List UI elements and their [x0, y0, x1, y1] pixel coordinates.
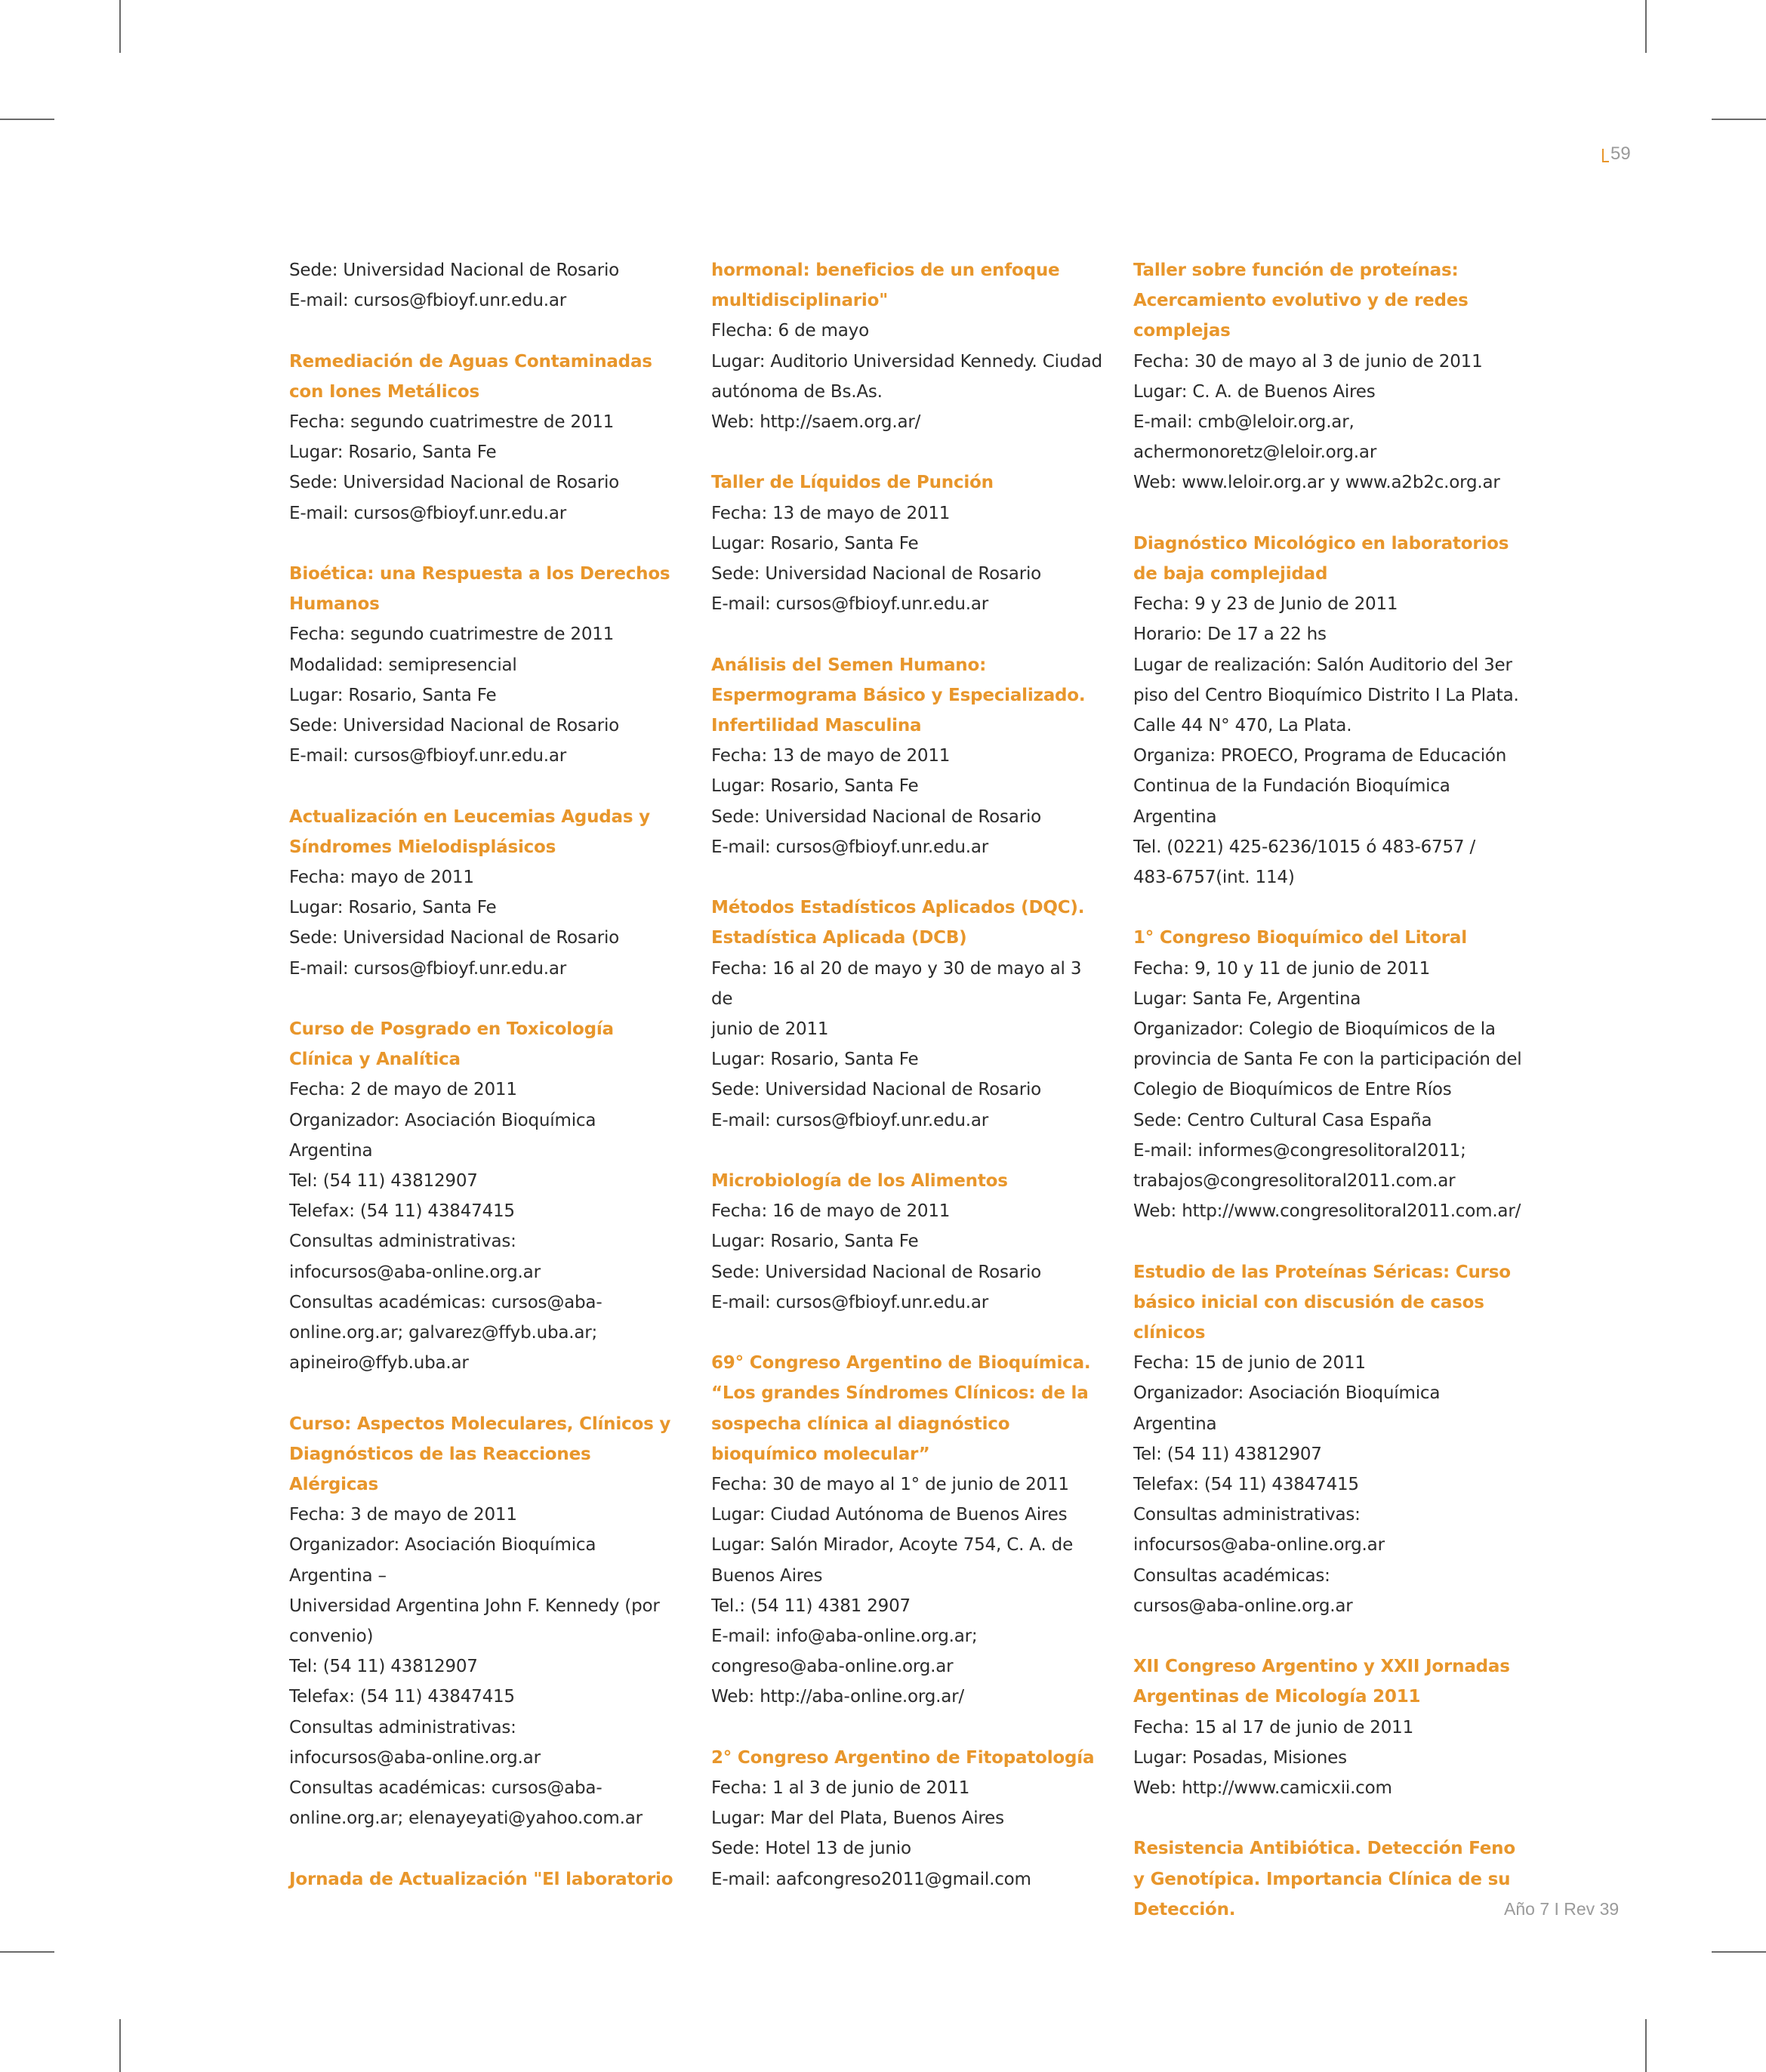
crop-mark-top-left: [0, 119, 54, 120]
event-title: hormonal: beneficios de un enfoque multidisciplinario": [711, 261, 1060, 311]
crop-mark-bottom-right: [1712, 1951, 1766, 1953]
event-detail: congreso@aba-online.org.ar: [711, 1657, 954, 1677]
event-title: 1° Congreso Bioquímico del Litoral: [1133, 928, 1467, 948]
event-detail: Fecha: 13 de mayo de 2011: [711, 746, 951, 766]
crop-mark-bottom-right: [1645, 2019, 1647, 2072]
event-detail: Sede: Universidad Nacional de Rosario: [711, 1262, 1042, 1282]
event-detail: Sede: Universidad Nacional de Rosario: [289, 716, 620, 736]
event-title: Microbiología de los Alimentos: [711, 1171, 1008, 1192]
event-detail: Web: http://aba-online.org.ar/: [711, 1687, 964, 1707]
event-detail: Organizador: Asociación Bioquímica Argentina: [289, 1110, 596, 1161]
event-detail: Lugar: Posadas, Misiones: [1133, 1747, 1347, 1768]
event-detail: Sede: Universidad Nacional de Rosario: [711, 564, 1042, 584]
event-entry: [289, 255, 682, 316]
event-detail: trabajos@congresolitoral2011.com.ar: [1133, 1171, 1456, 1192]
event-entry: [289, 802, 682, 984]
event-detail: E-mail: cursos@fbioyf.unr.edu.ar: [711, 837, 988, 857]
event-detail: Lugar: Salón Mirador, Acoyte 754, C. A. de: [711, 1535, 1074, 1556]
event-detail: Lugar: Rosario, Santa Fe: [711, 533, 919, 553]
event-detail: 483-6757(int. 114): [1133, 868, 1295, 888]
event-detail: Organizador: Asociación Bioquímica Argentina –: [289, 1535, 596, 1586]
event-title: Jornada de Actualización "El laboratorio: [289, 1869, 673, 1889]
event-detail: Web: http://www.camicxii.com: [1133, 1778, 1392, 1799]
event-detail: Flecha: 6 de mayo: [711, 321, 869, 341]
issue-footer: Año 7 I Rev 39: [1504, 1899, 1620, 1919]
event-detail: Fecha: 13 de mayo de 2011: [711, 503, 951, 523]
event-detail: Fecha: 16 de mayo de 2011: [711, 1201, 951, 1222]
event-detail: Consultas administrativas:: [289, 1232, 516, 1252]
event-detail: Consultas académicas: cursos@aba-: [289, 1292, 603, 1312]
event-title: Curso: Aspectos Moleculares, Clínicos y Diagnósticos de las Reacciones Alérgicas: [289, 1414, 671, 1495]
event-detail: Telefax: (54 11) 43847415: [289, 1687, 515, 1707]
event-detail: Organiza: PROECO, Programa de Educación: [1133, 746, 1507, 766]
event-detail: cursos@aba-online.org.ar: [1133, 1596, 1353, 1616]
event-title: Bioética: una Respuesta a los Derechos Humanos: [289, 564, 670, 615]
event-detail: convenio): [289, 1626, 374, 1647]
column-1: [289, 255, 682, 1895]
page-number-bracket-icon: [1602, 149, 1609, 162]
event-detail: Tel: (54 11) 43812907: [289, 1171, 478, 1192]
event-entry: [1133, 255, 1526, 498]
event-entry: [289, 347, 682, 529]
event-detail: E-mail: cursos@fbioyf.unr.edu.ar: [289, 958, 566, 979]
event-entry: [1133, 923, 1526, 1226]
event-title: Análisis del Semen Humano: Espermograma Básico y Especializado. Infertilidad Masculina: [711, 655, 1086, 736]
event-detail: piso del Centro Bioquímico Distrito I La Plata.: [1133, 685, 1519, 705]
event-detail: Web: http://saem.org.ar/: [711, 412, 921, 433]
event-detail: achermonoretz@leloir.org.ar: [1133, 442, 1377, 463]
event-detail: Organizador: Asociación Bioquímica Argentina: [1133, 1383, 1441, 1434]
event-detail: Lugar: Rosario, Santa Fe: [289, 685, 497, 705]
crop-mark-top-right: [1712, 119, 1766, 120]
event-detail: Lugar: Rosario, Santa Fe: [711, 776, 919, 797]
event-detail: Horario: De 17 a 22 hs: [1133, 624, 1327, 645]
event-detail: E-mail: cursos@fbioyf.unr.edu.ar: [289, 503, 566, 523]
event-detail: Lugar: Auditorio Universidad Kennedy. Ciudad: [711, 351, 1102, 372]
event-detail: Fecha: 30 de mayo al 1° de junio de 2011: [711, 1475, 1069, 1495]
event-detail: Tel. (0221) 425-6236/1015 ó 483-6757 /: [1133, 837, 1475, 857]
event-detail: infocursos@aba-online.org.ar: [289, 1747, 541, 1768]
event-entry: [289, 1409, 682, 1834]
event-detail: Tel: (54 11) 43812907: [289, 1657, 478, 1677]
column-3: [1133, 255, 1526, 1925]
crop-mark-top-right: [1645, 0, 1647, 53]
event-detail: Lugar: Rosario, Santa Fe: [289, 442, 497, 463]
event-detail: autónoma de Bs.As.: [711, 381, 883, 402]
event-detail: Lugar: Mar del Plata, Buenos Aires: [711, 1808, 1004, 1829]
event-title: Diagnóstico Micológico en laboratorios de baja complejidad: [1133, 533, 1509, 584]
event-detail: provincia de Santa Fe con la participación del: [1133, 1050, 1522, 1070]
event-entry: [1133, 1833, 1526, 1925]
event-detail: Lugar: Rosario, Santa Fe: [711, 1232, 919, 1252]
event-entry: [711, 467, 1104, 619]
event-detail: online.org.ar; elenayeyati@yahoo.com.ar: [289, 1808, 643, 1829]
event-detail: E-mail: aafcongreso2011@gmail.com: [711, 1869, 1031, 1889]
event-entry: [711, 1348, 1104, 1712]
event-detail: Buenos Aires: [711, 1565, 823, 1586]
event-title: Métodos Estadísticos Aplicados (DQC). Estadística Aplicada (DCB): [711, 898, 1085, 948]
event-detail: Fecha: segundo cuatrimestre de 2011: [289, 624, 615, 645]
event-detail: Continua de la Fundación Bioquímica Argentina: [1133, 776, 1450, 827]
crop-mark-top-left: [119, 0, 121, 53]
event-detail: E-mail: cursos@fbioyf.unr.edu.ar: [289, 746, 566, 766]
event-title: 69° Congreso Argentino de Bioquímica. “Los grandes Síndromes Clínicos: de la sospecha clínica al diagnóstico bioquímico molecular”: [711, 1353, 1091, 1464]
event-detail: E-mail: cmb@leloir.org.ar,: [1133, 412, 1355, 433]
event-entry: [289, 1864, 682, 1895]
event-detail: Fecha: 9 y 23 de Junio de 2011: [1133, 594, 1398, 615]
event-detail: Universidad Argentina John F. Kennedy (por: [289, 1596, 660, 1616]
event-detail: Consultas académicas:: [1133, 1565, 1330, 1586]
event-detail: Sede: Universidad Nacional de Rosario: [289, 473, 620, 493]
event-detail: Calle 44 N° 470, La Plata.: [1133, 716, 1352, 736]
page-number: [1602, 143, 1631, 165]
event-detail: Telefax: (54 11) 43847415: [289, 1201, 515, 1222]
event-detail: Lugar: Rosario, Santa Fe: [289, 898, 497, 918]
event-title: Remediación de Aguas Contaminadas con Iones Metálicos: [289, 351, 652, 402]
event-title: Curso de Posgrado en Toxicología Clínica y Analítica: [289, 1019, 614, 1070]
event-entry: [1133, 529, 1526, 893]
event-detail: infocursos@aba-online.org.ar: [1133, 1535, 1385, 1556]
event-detail: Tel: (54 11) 43812907: [1133, 1444, 1322, 1464]
event-detail: E-mail: cursos@fbioyf.unr.edu.ar: [711, 594, 988, 615]
event-detail: Fecha: 1 al 3 de junio de 2011: [711, 1778, 970, 1799]
event-detail: Fecha: segundo cuatrimestre de 2011: [289, 412, 615, 432]
event-detail: Organizador: Colegio de Bioquímicos de la: [1133, 1019, 1496, 1040]
event-detail: Sede: Universidad Nacional de Rosario: [289, 928, 620, 948]
event-entry: [711, 1743, 1104, 1895]
event-detail: Lugar: C. A. de Buenos Aires: [1133, 381, 1376, 402]
event-detail: Consultas administrativas:: [1133, 1505, 1361, 1525]
event-detail: Fecha: 30 de mayo al 3 de junio de 2011: [1133, 351, 1483, 372]
event-detail: Fecha: 9, 10 y 11 de junio de 2011: [1133, 958, 1431, 979]
event-entry: [289, 1014, 682, 1378]
event-detail: apineiro@ffyb.uba.ar: [289, 1353, 469, 1374]
event-detail: E-mail: informes@congresolitoral2011;: [1133, 1140, 1466, 1161]
event-detail: Consultas administrativas:: [289, 1717, 516, 1737]
crop-mark-bottom-left: [119, 2019, 121, 2072]
event-entry: [1133, 1257, 1526, 1621]
event-detail: Colegio de Bioquímicos de Entre Ríos: [1133, 1080, 1452, 1100]
event-detail: Sede: Centro Cultural Casa España: [1133, 1110, 1432, 1130]
event-detail: Lugar: Ciudad Autónoma de Buenos Aires: [711, 1505, 1068, 1525]
event-detail: Sede: Universidad Nacional de Rosario: [711, 806, 1042, 827]
event-detail: Fecha: 15 al 17 de junio de 2011: [1133, 1717, 1414, 1737]
event-detail: Sede: Universidad Nacional de Rosario: [289, 261, 620, 280]
event-title: Estudio de las Proteínas Séricas: Curso básico inicial con discusión de casos clínicos: [1133, 1262, 1511, 1343]
event-detail: Lugar: Rosario, Santa Fe: [711, 1050, 919, 1070]
crop-mark-bottom-left: [0, 1951, 54, 1953]
event-detail: Web: http://www.congresolitoral2011.com.ar/: [1133, 1201, 1521, 1222]
event-detail: Consultas académicas: cursos@aba-: [289, 1778, 603, 1799]
event-detail: E-mail: cursos@fbioyf.unr.edu.ar: [289, 291, 566, 311]
event-title: XII Congreso Argentino y XXII Jornadas Argentinas de Micología 2011: [1133, 1657, 1510, 1707]
event-detail: Fecha: 3 de mayo de 2011: [289, 1505, 517, 1525]
event-title: 2° Congreso Argentino de Fitopatología: [711, 1747, 1095, 1768]
event-detail: Tel.: (54 11) 4381 2907: [711, 1596, 911, 1616]
column-2: [711, 255, 1104, 1895]
event-entry: [711, 255, 1104, 437]
event-entry: [289, 559, 682, 771]
event-entry: [711, 1166, 1104, 1318]
event-detail: E-mail: info@aba-online.org.ar;: [711, 1626, 978, 1647]
event-detail: Lugar: Santa Fe, Argentina: [1133, 988, 1361, 1009]
event-detail: Telefax: (54 11) 43847415: [1133, 1475, 1359, 1495]
event-detail: online.org.ar; galvarez@ffyb.uba.ar;: [289, 1323, 598, 1343]
event-entry: [711, 650, 1104, 862]
event-detail: infocursos@aba-online.org.ar: [289, 1262, 541, 1282]
event-detail: Web: www.leloir.org.ar y www.a2b2c.org.ar: [1133, 473, 1500, 493]
event-title: Resistencia Antibiótica. Detección Feno y Genotípica. Importancia Clínica de su Detección.: [1133, 1839, 1515, 1919]
event-detail: Fecha: 16 al 20 de mayo y 30 de mayo al 3 de: [711, 958, 1082, 1009]
event-detail: Fecha: 2 de mayo de 2011: [289, 1080, 517, 1100]
event-detail: E-mail: cursos@fbioyf.unr.edu.ar: [711, 1292, 988, 1312]
event-title: Taller de Líquidos de Punción: [711, 473, 994, 493]
event-detail: junio de 2011: [711, 1019, 829, 1040]
event-detail: Fecha: mayo de 2011: [289, 868, 474, 888]
event-entry: [711, 893, 1104, 1136]
event-detail: Sede: Universidad Nacional de Rosario: [711, 1080, 1042, 1100]
event-title: Taller sobre función de proteínas: Acercamiento evolutivo y de redes complejas: [1133, 261, 1469, 341]
event-detail: Lugar de realización: Salón Auditorio del 3er: [1133, 655, 1512, 675]
event-detail: E-mail: cursos@fbioyf.unr.edu.ar: [711, 1110, 988, 1130]
event-detail: Modalidad: semipresencial: [289, 655, 517, 675]
page-number-text: 59: [1610, 143, 1631, 164]
event-detail: Sede: Hotel 13 de junio: [711, 1839, 911, 1859]
event-entry: [1133, 1651, 1526, 1803]
event-detail: Fecha: 15 de junio de 2011: [1133, 1353, 1366, 1374]
event-title: Actualización en Leucemias Agudas y Síndromes Mielodisplásicos: [289, 806, 650, 857]
